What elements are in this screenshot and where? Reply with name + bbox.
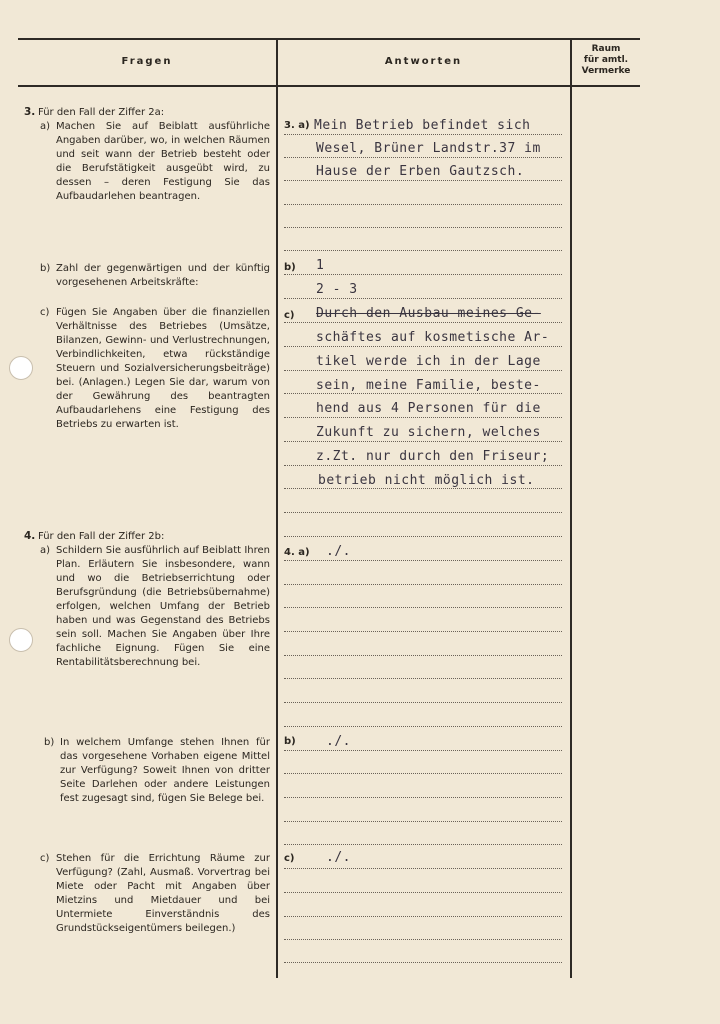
question-3a-label: a) bbox=[40, 121, 51, 132]
answer-line bbox=[284, 607, 562, 608]
column-divider-1 bbox=[276, 38, 278, 978]
answer-line bbox=[284, 939, 562, 940]
answer-line bbox=[284, 868, 562, 869]
answer-line bbox=[284, 892, 562, 893]
answer-3b-label: b) bbox=[284, 262, 296, 273]
question-4a-label: a) bbox=[40, 545, 51, 556]
question-3a-text: Machen Sie auf Beiblatt ausführliche Angaben darüber, wo, in welchen Räumen und seit wann der Betrieb besteht oder die Berufstätigkeit ausgeübt wird, zu dessen – deren Festigung Sie das Aufbaudarlehen beantragen. bbox=[56, 121, 270, 202]
answer-line bbox=[284, 797, 562, 798]
answer-line bbox=[284, 962, 562, 963]
question-3-intro: Für den Fall der Ziffer 2a: bbox=[38, 107, 165, 118]
question-4c-text: Stehen für die Errichtung Räume zur Verfügung? (Zahl, Ausmaß. Vorvertrag bei Miete oder Pacht mit Angaben über Mietzins und Mietdauer und bei Untermiete Einverständnis des Grundstückseigentümers beilegen.) bbox=[56, 853, 270, 934]
answer-line bbox=[284, 227, 562, 228]
header-official-notes: Raum für amtl. Vermerke bbox=[581, 44, 631, 76]
answer-line bbox=[284, 678, 562, 679]
question-3-number: 3. bbox=[24, 106, 36, 118]
answer-4c-label: c) bbox=[284, 853, 295, 864]
answer-3a-line-3: Hause der Erben Gautzsch. bbox=[316, 164, 525, 179]
answer-3c-label: c) bbox=[284, 310, 295, 321]
question-4a-text: Schildern Sie ausführlich auf Beiblatt Ihren Plan. Erläutern Sie insbesondere, wann und wo die Betriebserrichtung oder Berufsgründung (die Betriebsübernahme) erfolgen, welchen Umfang der Betrieb haben und was Gegenstand des Betriebs sein soll. Machen Sie Angaben über Ihre fachliche Eignung. Fügen Sie eine Rentabilitätsberechnung bei. bbox=[56, 545, 270, 668]
question-4-number: 4. bbox=[24, 530, 36, 542]
answer-line bbox=[284, 916, 562, 917]
answer-line bbox=[284, 726, 562, 727]
question-4b-label: b) bbox=[44, 737, 55, 748]
answer-line bbox=[284, 250, 562, 251]
answer-line bbox=[284, 631, 562, 632]
answer-line bbox=[284, 773, 562, 774]
answer-4b-value: ./. bbox=[326, 734, 351, 749]
answer-3c-line-5: hend aus 4 Personen für die bbox=[316, 401, 541, 416]
answer-3b-future: 2 - 3 bbox=[316, 282, 358, 297]
answer-3c-line-6: Zukunft zu sichern, welches bbox=[316, 425, 541, 440]
answer-3c-line-1: Durch den Ausbau meines Ge- bbox=[316, 306, 541, 321]
answer-3c-line-4: sein, meine Familie, beste- bbox=[316, 378, 541, 393]
question-4-intro: Für den Fall der Ziffer 2b: bbox=[38, 531, 165, 542]
answer-3a-line-2: Wesel, Brüner Landstr.37 im bbox=[316, 141, 541, 156]
question-4b-text: In welchem Umfange stehen Ihnen für das vorgesehene Vorhaben eigene Mittel zur Verfügung? Soweit Ihnen von dritter Seite Darlehen oder andere Leistungen fest zugesagt sind, fügen Sie Belege bei. bbox=[60, 737, 270, 804]
answer-line bbox=[284, 346, 562, 347]
question-3c-text: Fügen Sie Angaben über die finanziellen Verhältnisse des Betriebes (Umsätze, Bilanzen, Gewinn- und Verlustrechnungen, Verbindlichkeiten, etwa rückständige Steuern und Sozialversicherungsbeiträge) bei. (Anlagen.) Legen Sie dar, warum von der Gewährung des beantragten Aufbaudarlehens eine Festigung des Betriebs zu erwarten ist. bbox=[56, 307, 270, 430]
answer-line bbox=[284, 180, 562, 181]
answer-3c-line-8: betrieb nicht möglich ist. bbox=[318, 473, 535, 488]
answer-line bbox=[284, 370, 562, 371]
answer-line bbox=[284, 298, 562, 299]
column-divider-2 bbox=[570, 38, 572, 978]
answer-line bbox=[284, 536, 562, 537]
answer-line bbox=[284, 655, 562, 656]
answer-line bbox=[284, 441, 562, 442]
answer-line bbox=[284, 702, 562, 703]
answer-line bbox=[284, 488, 562, 489]
answer-line bbox=[284, 204, 562, 205]
punch-hole-bottom bbox=[9, 628, 33, 652]
answer-3a-line-1: Mein Betrieb befindet sich bbox=[314, 118, 531, 133]
header-questions: Fragen bbox=[121, 56, 173, 67]
answer-3c-line-2: schäftes auf kosmetische Ar- bbox=[316, 330, 550, 345]
answer-line bbox=[284, 157, 562, 158]
answer-line bbox=[284, 134, 562, 135]
answer-4c-value: ./. bbox=[326, 850, 351, 865]
answer-4a-label: 4. a) bbox=[284, 547, 310, 558]
answer-line bbox=[284, 584, 562, 585]
answer-line bbox=[284, 465, 562, 466]
answer-line bbox=[284, 417, 562, 418]
question-3c-label: c) bbox=[40, 307, 50, 318]
answer-line bbox=[284, 821, 562, 822]
question-3b-text: Zahl der gegenwärtigen und der künftig vorgesehenen Arbeitskräfte: bbox=[56, 263, 270, 288]
header-rule bbox=[18, 85, 640, 87]
answer-line bbox=[284, 844, 562, 845]
answer-line bbox=[284, 512, 562, 513]
answer-3c-line-7: z.Zt. nur durch den Friseur; bbox=[316, 449, 550, 464]
top-rule bbox=[18, 38, 640, 40]
answer-line bbox=[284, 750, 562, 751]
punch-hole-top bbox=[9, 356, 33, 380]
answer-3a-label: 3. a) bbox=[284, 120, 310, 131]
answer-line bbox=[284, 274, 562, 275]
question-4c-label: c) bbox=[40, 853, 50, 864]
answer-line bbox=[284, 393, 562, 394]
answer-line bbox=[284, 560, 562, 561]
answer-4a-value: ./. bbox=[326, 544, 351, 559]
header-answers: Antworten bbox=[384, 56, 463, 67]
answer-line bbox=[284, 322, 562, 323]
answer-3c-line-3: tikel werde ich in der Lage bbox=[316, 354, 541, 369]
answer-3b-current: 1 bbox=[316, 258, 325, 273]
answer-4b-label: b) bbox=[284, 736, 296, 747]
question-3b-label: b) bbox=[40, 263, 51, 274]
